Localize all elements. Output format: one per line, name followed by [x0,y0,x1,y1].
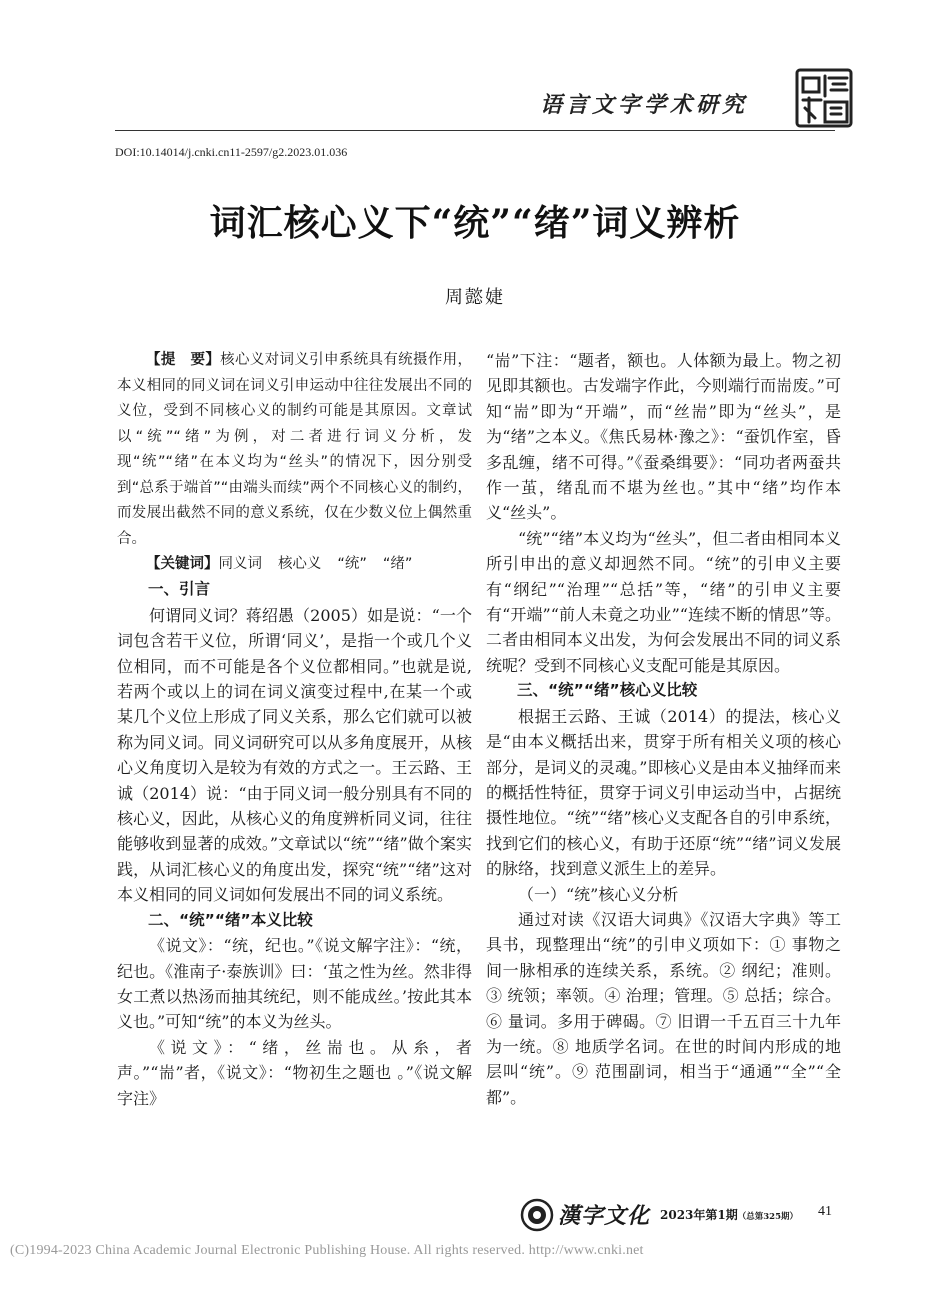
keywords-label: 【关键词】 [146,556,219,572]
article-title: 词汇核心义下“统”“绪”词义辨析 [209,202,741,244]
section-heading: 二、“统”“绪”本义比较 [148,910,313,929]
keyword: 同义词 [218,556,262,572]
journal-brand: 漢字文化 [558,1203,651,1229]
keyword: “统” [337,556,367,572]
copyright-notice: (C)1994-2023 China Academic Journal Electronic Publishing House. All rights reserved. http://www.cnki.net [10,1243,644,1258]
abstract [117,348,472,552]
page-number: 41 [818,1204,832,1219]
abstract-text: 核心义对词义引申系统具有统摄作用，本义相同的同义词在词义引申运动中往往发展出不同的义位，受到不同核心义的制约可能是其原因。文章试以“统”“绪”为例，对二者进行词义分析，发现“统”“绪”在本义均为“丝头”的情况下，因分别受到“总系于端首”“由端头而续”两个不同核心义的制约，而发展出截然不同的意义系统，仅在少数义位上偶然重合。 [117,352,473,547]
issue-info [660,1206,798,1223]
author-name: 周懿婕 [445,287,505,308]
section-heading: 一、引言 [148,580,211,599]
paragraph: 《说文》：“绪，丝耑也。从糸，者声。”“耑”者，《说文》：“物初生之题也 。”《说文解字注》 [117,1037,472,1108]
header-divider [115,130,835,131]
keywords [117,552,472,577]
doi-text: DOI:10.14014/j.cnki.cn11-2597/g2.2023.01.036 [115,145,348,159]
paragraph: 根据王云路、王诚（2014）的提法，核心义是“由本义概括出来，贯穿于所有相关义项的核心部分，是词义的灵魂。”即核心义是由本义抽绎而来的概括性特征，贯穿于词义引申运动当中，占据统摄性地位。“统”“绪”核心义支配各自的引申系统，找到它们的核心义，有助于还原“统”“绪”词义发展的脉络，找到意义派生上的差异。 [486,706,841,879]
section-header: 语言文字学术研究 [540,92,749,118]
keyword: 核心义 [277,556,322,572]
section-heading: 三、“统”“绪”核心义比较 [517,681,698,700]
abstract-label: 【提 要】 [146,352,221,368]
keyword: “绪” [382,556,413,572]
paragraph: 何谓同义词？蒋绍愚（2005）如是说：“一个词包含若干义位，所谓‘同义’，是指一个或几个义位相同，而不可能是各个义位都相同。”也就是说,若两个或以上的词在词义演变过程中,在某一个或某几个义位上形成了同义关系，那么它们就可以被称为同义词。同义词研究可以从多角度展开，从核心义角度切入是较为有效的方式之一。王云路、王诚（2014）说：“由于同义词一般分别具有不同的核心义，因此，从核心义的角度辨析同义词，往往能够收到显著的成效。”文章试以“统”“绪”做个案实践，从词汇核心义的角度出发，探究“统”“绪”这对本义相同的同义词如何发展出不同的词义系统。 [117,605,472,905]
subsection-heading: （一）“统”核心义分析 [518,884,679,904]
total-issue: （总第325期） [737,1212,798,1222]
paragraph: “耑”下注：“题者，额也。人体额为最上。物之初见即其额也。古发端字作此，今则端行而耑废。”可知“耑”即为“开端”，而“丝耑”即为“丝头”，是为“绪”之本义。《焦氏易林·豫之》：“蚕饥作室，昏多乱缠，绪不可得。”《蚕桑缉要》：“同功者两蚕共作一茧，绪乱而不堪为丝也。”其中“绪”均作本义“丝头”。 [486,351,841,523]
seal-logo-icon [795,68,853,128]
paragraph: 通过对读《汉语大词典》《汉语大字典》等工具书，现整理出“统”的引申义项如下：① 事物之间一脉相承的连续关系，系统。② 纲纪；准则。③ 统领；率领。④ 治理；管理。⑤ 总括；综合。⑥ 量词。多用于碑碣。⑦ 旧谓一千五百三十九年为一统。⑧ 地质学名词。在世的时间内形成的地层叫“统”。⑨ 范围副词，相当于“通通”“全”“全都”。 [486,909,841,1107]
issue-number: 2023年第1期 [660,1208,738,1222]
paragraph: “统”“绪”本义均为“丝头”，但二者由相同本义所引申出的意义却迥然不同。“统”的引申义主要有“纲纪”“治理”“总括”等，“绪”的引申义主要有“开端”“前人未竟之功业”“连续不断的情思”等。二者由相同本义出发，为何会发展出不同的词义系统呢？受到不同核心义支配可能是其原因。 [486,528,841,675]
left-column [117,348,472,1111]
paragraph: 《说文》：“统，纪也。”《说文解字注》：“统，纪也。《淮南子·泰族训》曰：‘茧之性为丝。然非得女工煮以热汤而抽其统纪，则不能成丝。’按此其本义也。”可知“统”的本义为丝头。 [117,936,472,1032]
right-column [486,348,841,1110]
journal-emblem-icon [520,1198,554,1232]
